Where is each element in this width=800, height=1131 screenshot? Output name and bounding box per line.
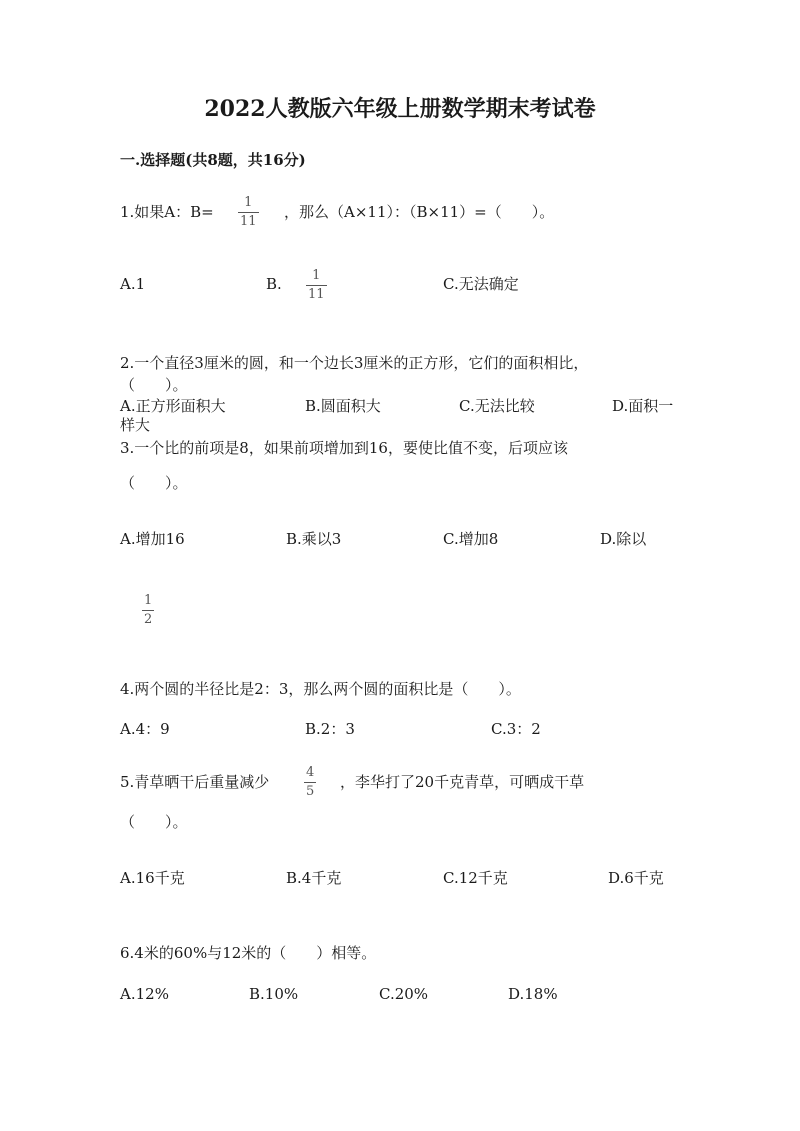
question-2-option-a: A.正方形面积大 bbox=[120, 397, 226, 415]
question-2-blank: （ ）。 bbox=[120, 376, 188, 394]
fraction-denominator: 2 bbox=[144, 612, 153, 627]
question-6-option-b: B.10% bbox=[249, 985, 299, 1003]
question-1-option-a: A.1 bbox=[120, 275, 146, 293]
question-6-option-d: D.18% bbox=[508, 985, 558, 1003]
fraction-numerator: 1 bbox=[144, 593, 153, 608]
fraction-numerator: 4 bbox=[306, 765, 315, 780]
question-5-blank: （ ）。 bbox=[120, 813, 188, 831]
question-3-option-a: A.增加16 bbox=[120, 530, 185, 548]
question-3-blank: （ ）。 bbox=[120, 474, 188, 492]
question-4-stem: 4.两个圆的半径比是2：3，那么两个圆的面积比是（ ）。 bbox=[120, 680, 521, 698]
question-4-option-c: C.3：2 bbox=[491, 720, 541, 738]
question-3-stem: 3.一个比的前项是8，如果前项增加到16，要使比值不变，后项应该 bbox=[120, 439, 568, 457]
question-2-option-c: C.无法比较 bbox=[459, 397, 535, 415]
question-2-option-d-continued: 样大 bbox=[120, 416, 151, 434]
question-2-stem: 2.一个直径3厘米的圆，和一个边长3厘米的正方形，它们的面积相比， bbox=[120, 354, 589, 372]
question-1-fraction bbox=[238, 196, 259, 229]
question-6-option-c: C.20% bbox=[379, 985, 429, 1003]
fraction-denominator: 5 bbox=[306, 784, 315, 799]
question-6-stem: 6.4米的60%与12米的（ ）相等。 bbox=[120, 944, 377, 962]
fraction-denominator: 11 bbox=[240, 214, 257, 229]
question-2-option-b: B.圆面积大 bbox=[305, 397, 381, 415]
fraction-numerator: 1 bbox=[244, 195, 253, 210]
fraction-bar bbox=[306, 285, 327, 286]
question-5-option-b: B.4千克 bbox=[286, 869, 342, 887]
question-4-option-b: B.2：3 bbox=[305, 720, 355, 738]
question-1-stem-start: 1.如果A：B= bbox=[120, 203, 214, 221]
question-5-stem-end: ，李华打了20千克青草，可晒成干草 bbox=[340, 773, 585, 791]
question-3-option-d-fraction bbox=[142, 594, 154, 627]
question-2-option-d: D.面积一 bbox=[612, 397, 674, 415]
fraction-bar bbox=[238, 212, 259, 213]
question-3-option-c: C.增加8 bbox=[443, 530, 499, 548]
section-heading: 一.选择题(共8题，共16分) bbox=[120, 151, 306, 169]
question-1-option-b: B. bbox=[266, 275, 282, 293]
question-6-option-a: A.12% bbox=[120, 985, 169, 1003]
question-5-option-a: A.16千克 bbox=[120, 869, 185, 887]
question-1-option-c: C.无法确定 bbox=[443, 275, 519, 293]
question-3-option-b: B.乘以3 bbox=[286, 530, 342, 548]
fraction-bar bbox=[142, 610, 154, 611]
fraction-denominator: 11 bbox=[308, 287, 325, 302]
question-5-fraction bbox=[304, 766, 316, 799]
question-5-stem-start: 5.青草晒干后重量减少 bbox=[120, 773, 270, 791]
question-1-stem-end: ，那么（A×11）：（B×11）=（ ）。 bbox=[284, 203, 555, 221]
fraction-numerator: 1 bbox=[312, 268, 321, 283]
question-1-option-b-fraction bbox=[306, 269, 327, 302]
question-4-option-a: A.4：9 bbox=[120, 720, 170, 738]
page-title: 2022人教版六年级上册数学期末考试卷 bbox=[204, 96, 596, 122]
question-3-option-d: D.除以 bbox=[600, 530, 647, 548]
fraction-bar bbox=[304, 782, 316, 783]
question-5-option-d: D.6千克 bbox=[608, 869, 664, 887]
question-5-option-c: C.12千克 bbox=[443, 869, 508, 887]
